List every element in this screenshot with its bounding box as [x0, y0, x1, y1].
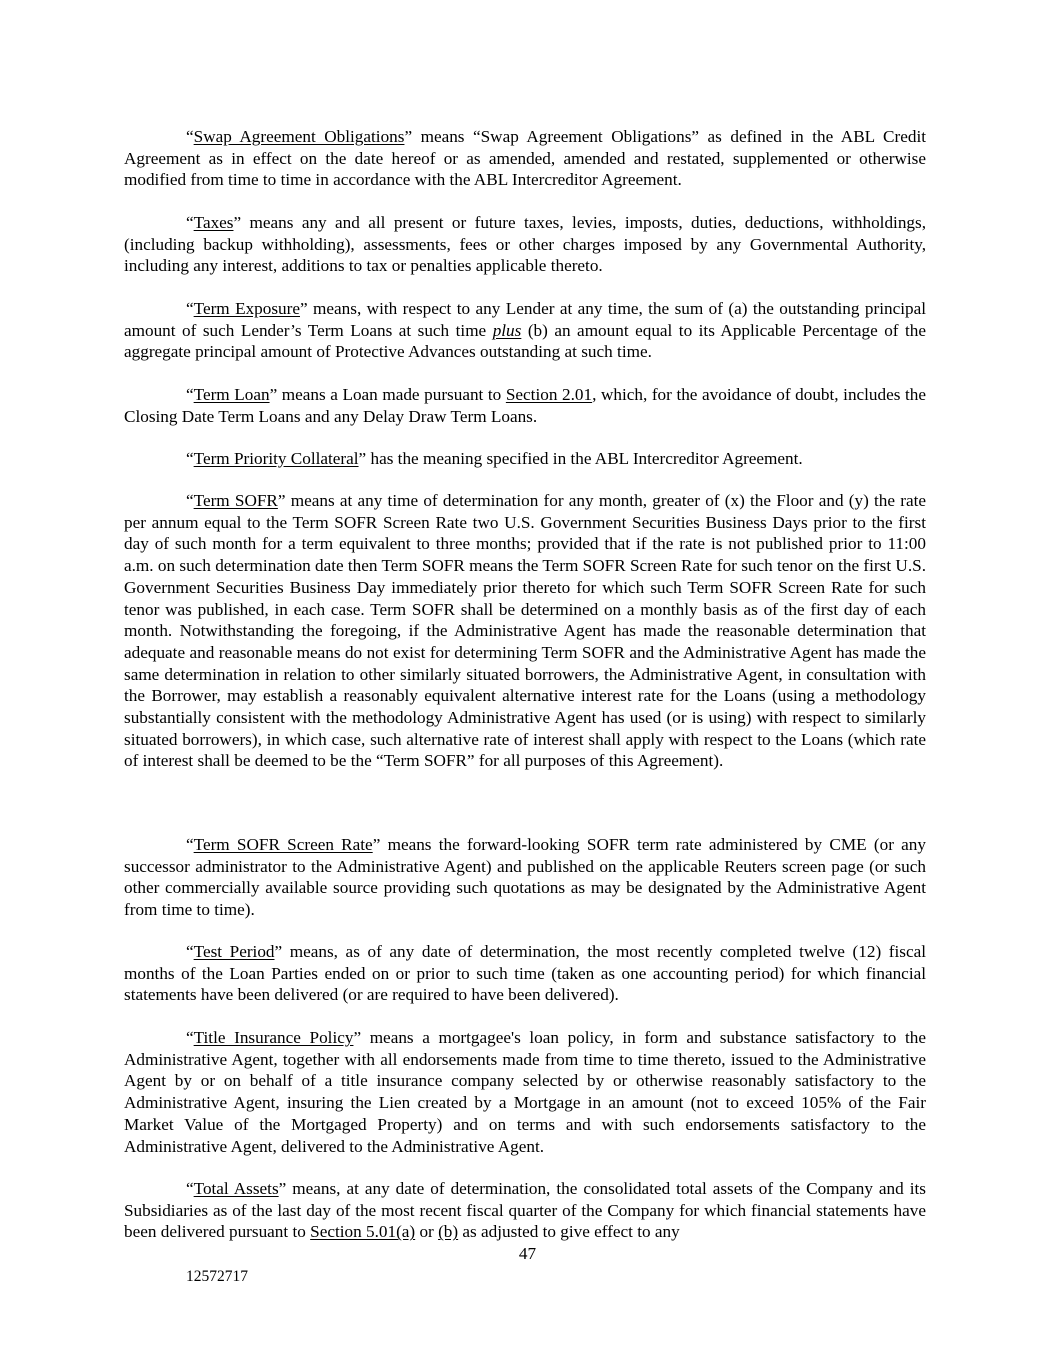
paragraph-text: “ — [186, 942, 194, 961]
paragraph-text: “ — [186, 127, 194, 146]
defined-term: Test Period — [193, 942, 275, 961]
paragraph-text: “ — [186, 213, 194, 232]
defined-term: Term Exposure — [193, 299, 300, 318]
paragraph-text: “ — [186, 449, 194, 468]
paragraph-text: ” means a Loan made pursuant to — [269, 385, 506, 404]
paragraph-text: “ — [186, 1179, 194, 1198]
defined-term: Section 2.01 — [505, 385, 593, 404]
definition-test-period — [124, 941, 926, 1006]
definition-term-priority-collateral — [124, 448, 926, 470]
defined-term: Total Assets — [193, 1179, 279, 1198]
paragraph-text: ” means at any time of determination for any month, greater of (x) the Floor and (y) the rate per annum equal to the Term SOFR Screen Rate two U.S. Government Securities Business Days prior to the first day of such month for a term equivalent to three months; provided that if the rate is not published prior to 11:00 a.m. on such determination date then Term SOFR means the Term SOFR Screen Rate for such tenor on the first U.S. Government Securities Business Day immediately prior thereto for which such Term SOFR Screen Rate for such tenor was published, in each case. Term SOFR shall be determined on a monthly basis as of the first day of each month. Notwithstanding the foregoing, if the Administrative Agent has made the reasonable determination that adequate and reasonable means do not exist for determining Term SOFR and the Administrative Agent has made the same determination in relation to other similarly situated borrowers, the Administrative Agent, in consultation with the Borrower, may establish a reasonably equivalent alternative interest rate for the Loans (using a methodology substantially consistent with the methodology Administrative Agent has used (or is using) with respect to similarly situated borrowers), in which case, such alternative rate of interest shall apply with respect to the Loans (which rate of interest shall be deemed to be the “Term SOFR” for all purposes of this Agreement). — [124, 491, 927, 771]
paragraph-text: “ — [186, 1028, 194, 1047]
paragraph-text: , which, for the avoidance of doubt, includes the Closing Date Term Loans and any Delay Draw Term Loans. — [124, 385, 927, 426]
defined-term: (b) — [438, 1222, 459, 1242]
definition-swap-agreement-obligations — [124, 126, 926, 191]
defined-term: Term Loan — [193, 385, 270, 404]
paragraph-text: or — [415, 1222, 439, 1242]
definition-term-sofr-screen-rate — [124, 834, 926, 921]
page-number: 47 — [518, 1244, 537, 1263]
paragraph-text: ” means, with respect to any Lender at any time, the sum of (a) the outstanding principal amount of such Lender’s Term Loans at such time — [124, 299, 926, 340]
definition-term-exposure — [124, 298, 926, 363]
defined-term: Term SOFR Screen Rate — [193, 835, 373, 854]
paragraph-text: ” has the meaning specified in the ABL Intercreditor Agreement. — [358, 449, 803, 468]
definition-total-assets — [124, 1178, 926, 1243]
paragraph-text: as adjusted to give effect to any — [458, 1222, 680, 1242]
defined-term: Term SOFR — [193, 491, 278, 510]
defined-term: Section 5.01(a) — [310, 1222, 416, 1242]
definition-title-insurance-policy — [124, 1027, 926, 1157]
paragraph-text: (b) an amount equal to its Applicable Percentage of the aggregate principal amount of Protective Advances outstanding at such time. — [124, 320, 926, 362]
paragraph-text: ” means any and all present or future taxes, levies, imposts, duties, deductions, withholdings, (including backup withholding), assessments, fees or other charges imposed by any Governmental Authority, including any interest, additions to tax or penalties applicable thereto. — [124, 213, 926, 276]
defined-term: plus — [492, 320, 522, 340]
paragraph-text: ” means a mortgagee's loan policy, in form and substance satisfactory to the Administrative Agent, together with all endorsements made from time to time thereto, issued to the Administrative Agent by or on behalf of a title insurance company selected by or otherwise reasonably satisfactory to the Administrative Agent, insuring the Lien created by a Mortgage in an amount (not to exceed 105% of the Fair Market Value of the Mortgaged Property) and on terms and with such endorsements satisfactory to the Administrative Agent, delivered to the Administrative Agent. — [124, 1028, 927, 1156]
paragraph-text: ” means “Swap Agreement Obligations” as defined in the ABL Credit Agreement as in effect on the date hereof or as amended, amended and restated, supplemented or otherwise modified from time to time in accordance with the ABL Intercreditor Agreement. — [124, 127, 926, 190]
paragraph-text: ” means the forward-looking SOFR term rate administered by CME (or any successor administrator to the Administrative Agent) and published on the applicable Reuters screen page (or such other commercially available source providing such quotations as may be designated by the Administrative Agent from time to time). — [124, 835, 926, 920]
paragraph-text: ” means, as of any date of determination, the most recently completed twelve (12) fiscal months of the Loan Parties ended on or prior to such time (taken as one accounting period) for which financial statements have been delivered (or are required to have been delivered). — [124, 942, 926, 1005]
document-id: 12572717 — [186, 1268, 248, 1285]
paragraph-text: ” means, at any date of determination, the consolidated total assets of the Company and its Subsidiaries as of the last day of the most recent fiscal quarter of the Company for which financial statements have been delivered pursuant to — [124, 1179, 926, 1242]
paragraph-text: “ — [186, 299, 194, 318]
defined-term: Taxes — [193, 213, 234, 232]
paragraph-text: “ — [186, 835, 194, 854]
defined-term: Swap Agreement Obligations — [193, 127, 405, 146]
defined-term: Title Insurance Policy — [193, 1028, 354, 1047]
definition-term-sofr — [124, 490, 926, 772]
definition-taxes — [124, 212, 926, 277]
defined-term: Term Priority Collateral — [193, 449, 359, 468]
definition-term-loan — [124, 384, 926, 427]
paragraph-text: “ — [186, 385, 194, 404]
paragraph-text: “ — [186, 491, 194, 510]
